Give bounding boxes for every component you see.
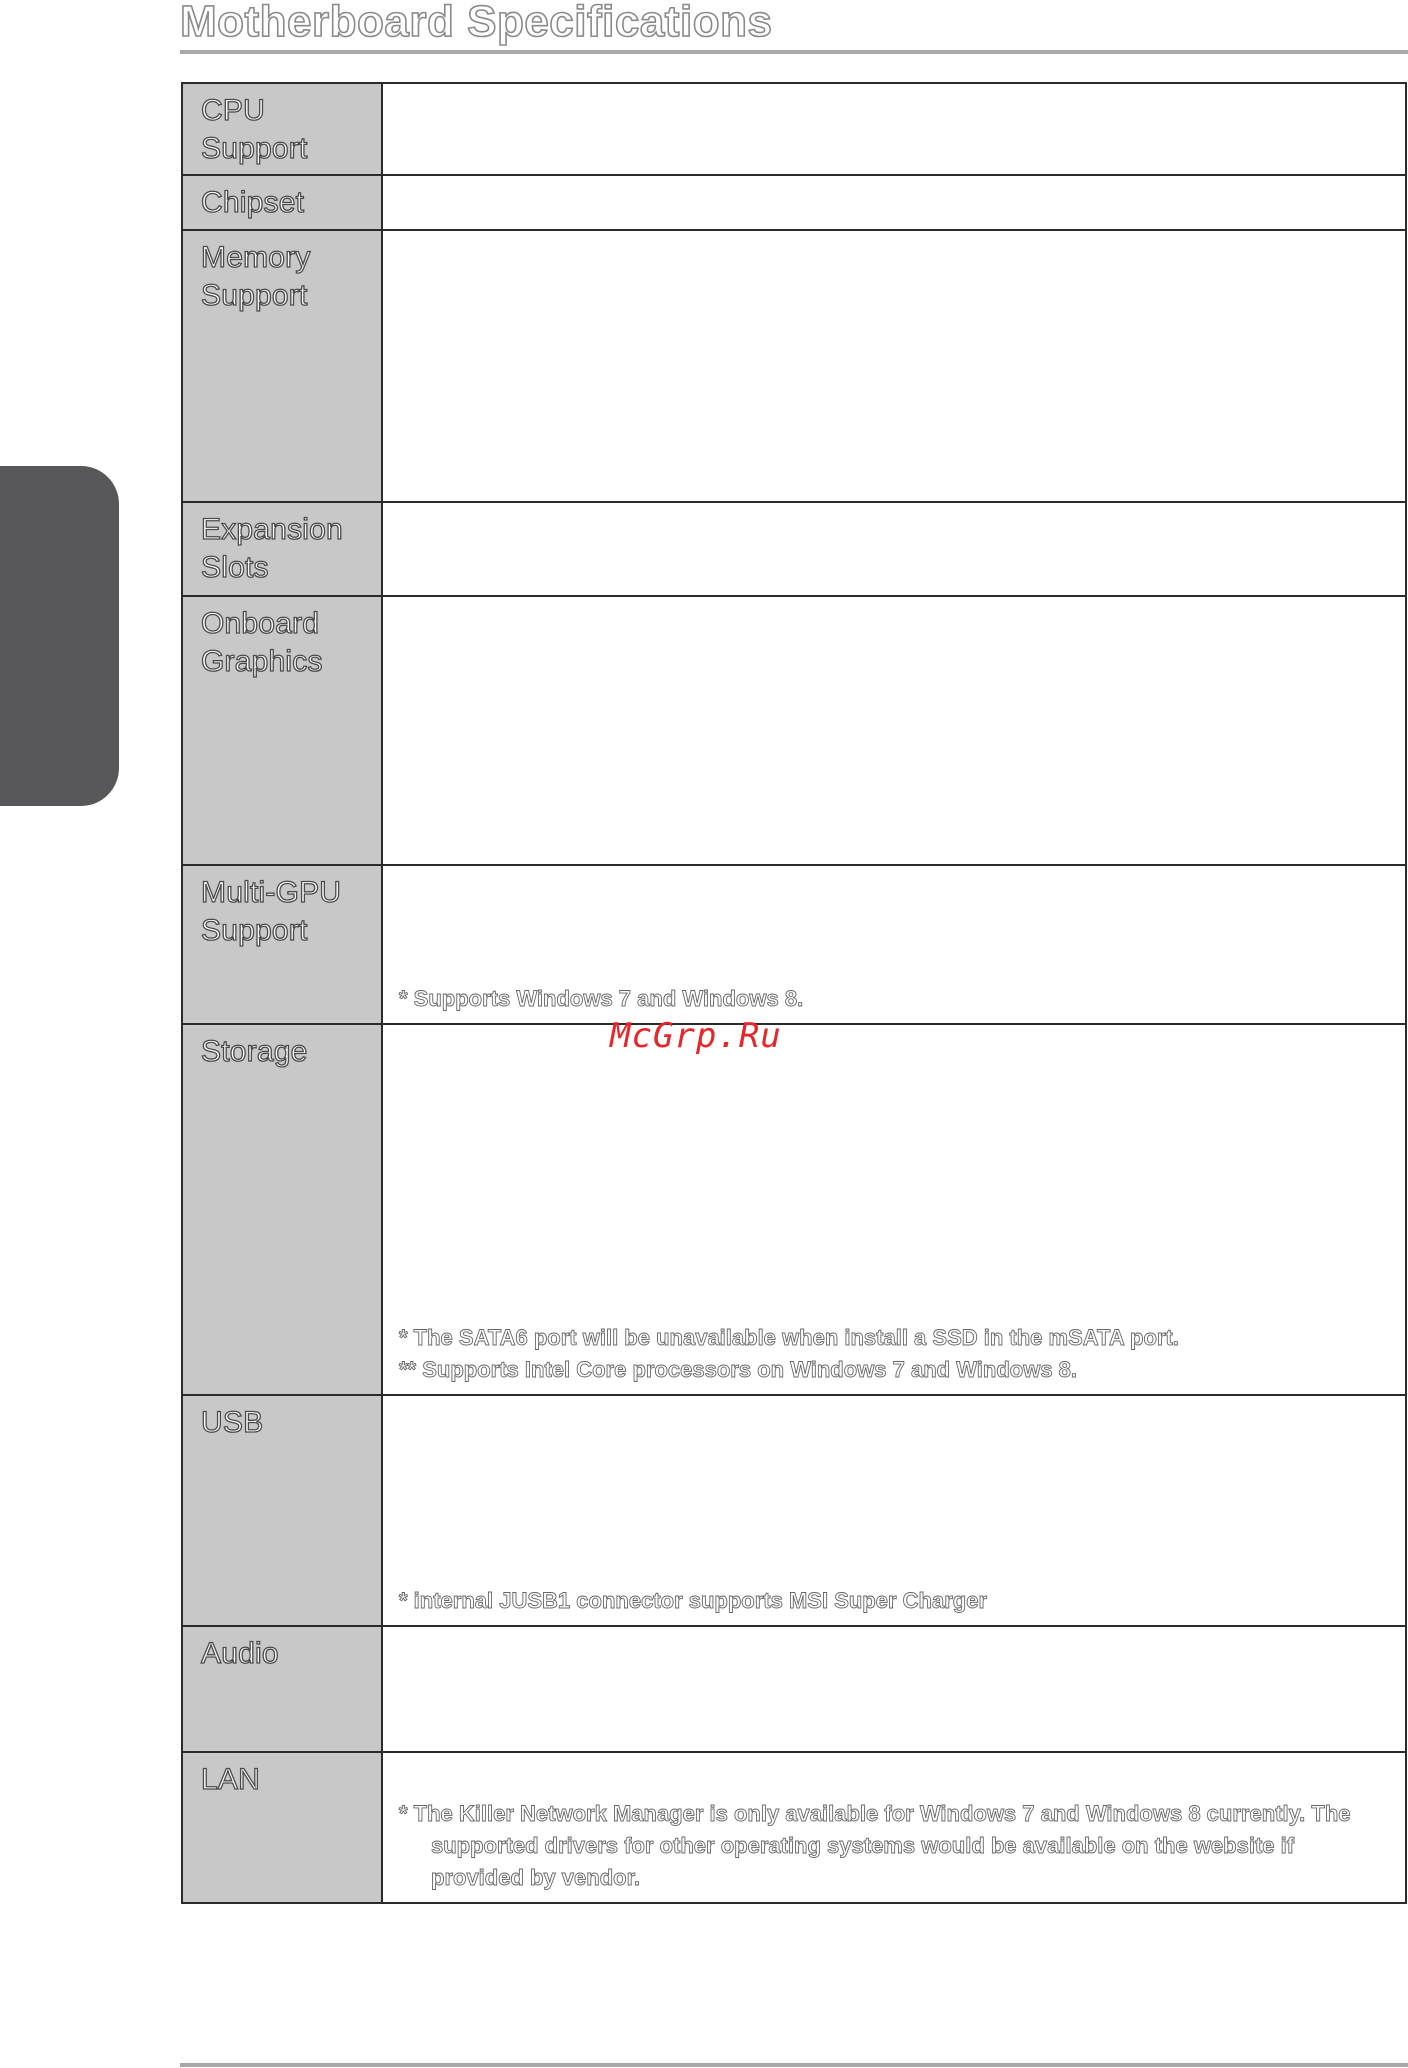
spec-row-expansion (182, 502, 1406, 596)
spec-row-audio (182, 1626, 1406, 1752)
spec-label-line: Memory (201, 241, 311, 274)
spec-row-memory (182, 230, 1406, 502)
spec-label-cell (182, 83, 382, 175)
spec-content-cell (382, 1024, 1406, 1395)
spec-content-cell (382, 502, 1406, 596)
spec-content-cell (382, 596, 1406, 865)
spec-row-storage (182, 1024, 1406, 1395)
spec-label-line: Multi-GPU (201, 876, 342, 909)
spec-row-chipset (182, 175, 1406, 230)
spec-content-cell (382, 230, 1406, 502)
spec-label-cell (182, 230, 382, 502)
page-title: Motherboard Specifications (180, 0, 773, 46)
spec-row-multigpu (182, 865, 1406, 1024)
spec-label-cell (182, 1626, 382, 1752)
spec-label-cell (182, 596, 382, 865)
spec-label-cell (182, 1024, 382, 1395)
footnote: * internal JUSB1 connector supports MSI Super Charger (399, 1588, 988, 1613)
footnotes (399, 1322, 1391, 1386)
spec-content-cell (382, 1395, 1406, 1626)
spec-label-cell (182, 1395, 382, 1626)
spec-label-line: Support (201, 914, 308, 947)
spec-label-line: Audio (201, 1637, 279, 1670)
footnote: * The SATA6 port will be unavailable when install a SSD in the mSATA port. (399, 1325, 1179, 1350)
spec-label-line: Expansion (201, 513, 343, 546)
spec-row-graphics (182, 596, 1406, 865)
spec-label-line: Support (201, 132, 308, 165)
footnote: * Supports Windows 7 and Windows 8. (399, 986, 804, 1011)
spec-label-line: USB (201, 1406, 264, 1439)
spec-content-cell (382, 1626, 1406, 1752)
spec-label-cell (182, 865, 382, 1024)
chapter-side-tab (0, 466, 119, 806)
spec-label-line: LAN (201, 1763, 260, 1796)
footnotes (399, 1585, 1391, 1617)
spec-content-cell (382, 1752, 1406, 1903)
bottom-divider (180, 2063, 1408, 2067)
spec-content-cell (382, 83, 1406, 175)
spec-label-line: Chipset (201, 186, 305, 219)
spec-label-line: Onboard (201, 607, 320, 640)
spec-label-cell (182, 1752, 382, 1903)
spec-row-cpu (182, 83, 1406, 175)
spec-label-cell (182, 502, 382, 596)
footnotes (399, 1798, 1391, 1894)
spec-row-lan (182, 1752, 1406, 1903)
watermark-text: McGrp.Ru (610, 1016, 782, 1056)
spec-label-line: Support (201, 279, 308, 312)
footnote: ** Supports Intel Core processors on Windows 7 and Windows 8. (399, 1357, 1078, 1382)
spec-label-line: Graphics (201, 645, 323, 678)
spec-label-line: CPU (201, 94, 265, 127)
footnotes (399, 983, 1391, 1015)
spec-label-cell (182, 175, 382, 230)
spec-content-cell (382, 175, 1406, 230)
spec-table (181, 82, 1407, 1904)
spec-label-line: Storage (201, 1035, 308, 1068)
spec-row-usb (182, 1395, 1406, 1626)
footnote: * The Killer Network Manager is only available for Windows 7 and Windows 8 currently. The supported drivers for other operating systems would be available on the website if provided by vendor. (399, 1801, 1351, 1890)
spec-content-cell (382, 865, 1406, 1024)
title-divider (180, 50, 1408, 54)
spec-label-line: Slots (201, 551, 269, 584)
